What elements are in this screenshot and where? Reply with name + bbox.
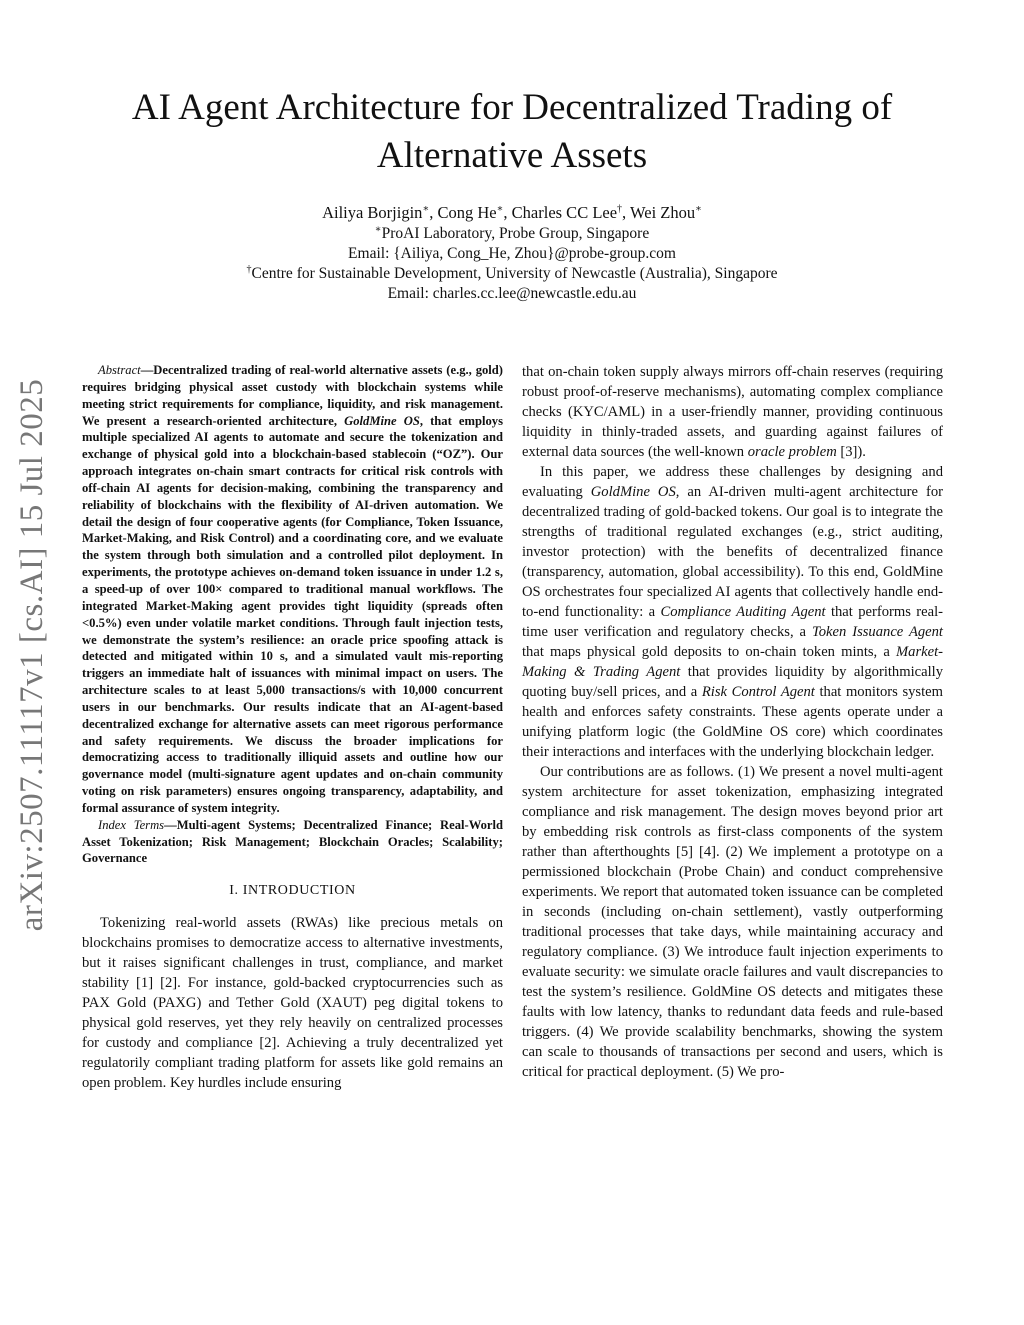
abstract-text: —Decentralized trading of real-world alternative assets (e.g., gold) requires bridging physical asset custody with blockchain systems while meeting strict requirements for compliance, liquidity, and risk management. We present a research-oriented architecture, [82,363,503,428]
section-number: I. [229,883,243,899]
author-list [60,203,964,223]
affiliation-text: ProAI Laboratory, Probe Group, Singapore [381,225,650,242]
author-name: Wei Zhou [630,203,696,222]
intro-paragraph-2 [522,362,943,462]
paragraph-text: that maps physical gold deposits to on-chain token mints, a [522,644,896,660]
arxiv-identifier: arXiv:2507.11117v1 [cs.AI] 15 Jul 2025 [14,378,50,932]
index-terms [82,817,503,868]
intro-paragraph-3 [522,462,943,762]
abstract-system-name: GoldMine OS [344,413,420,428]
email-1: Email: {Ailiya, Cong_He, Zhou}@probe-group.com [348,245,676,262]
abstract [82,362,503,817]
author-separator: , [622,203,630,222]
section-title-rest: NTRODUCTION [248,883,356,899]
affiliation-text: Centre for Sustainable Development, University of Newcastle (Australia), Singapore [251,265,778,282]
index-terms-label: Index Terms [98,817,165,832]
emphasis-text: Compliance Auditing Agent [660,604,826,620]
section-title-initial: I [242,883,248,899]
affiliation-mark: ∗ [374,223,382,235]
paragraph-text: [3]). [836,444,866,460]
author-separator: , [429,203,438,222]
author-name: Charles CC Lee [511,203,618,222]
emphasis-text: Risk Control Agent [701,684,815,700]
index-terms-text: —Multi-agent Systems; Decentralized Finance; Real-World Asset Tokenization; Risk Management; Blockchain Oracles; Scalability; Governance [82,817,503,866]
intro-paragraph-4: Our contributions are as follows. (1) We present a novel multi-agent system architecture for asset tokenization, emphasizing integrated compliance and risk management. The design moves beyond prior art by embedding risk controls as first-class components of the system rather than afterthoughts [5] [4]. (2) We implement a prototype on a permissioned blockchain (Probe Chain) and conduct comprehensive experiments. We report that automated token issuance can be completed in seconds (including on-chain settlement), vastly outperforming traditional processes that take days, while maintaining accuracy and regulatory compliance. (3) We introduce fault injection experiments to evaluate security: we simulate oracle failures and vault discrepancies to test the system’s resilience. GoldMine OS detects and mitigates these faults with low latency, thanks to redundant data feeds and rule-based triggers. (4) We provide scalability benchmarks, showing the system can scale to thousands of transactions per second and users, which is critical for practical deployment. (5) We pro- [522,764,943,1080]
author-name: Cong He [437,203,497,222]
author-mark: ∗ [695,203,702,215]
author-separator: , [503,203,512,222]
left-column [82,362,503,1093]
emphasis-text: Market-Making & Trading Agent [522,644,943,680]
intro-paragraph-1: Tokenizing real-world assets (RWAs) like precious metals on blockchains promises to democratize access to alternative investments, but it raises significant challenges in trust, compliance, and market stability [1] [2]. For instance, gold-backed cryptocurrencies such as PAX Gold (PAXG) and Tether Gold (XAUT) peg digital tokens to physical gold reserves, yet they rely heavily on centralized processes for custody and compliance [2]. Achieving a truly decentralized yet regulatorily compliant trading platform for assets like gold remains an open problem. Key hurdles include ensuring [82,915,503,1092]
affiliation-2 [60,264,964,284]
title-line-1: AI Agent Architecture for Decentralized Trading of [131,87,893,128]
affiliation-1 [60,224,964,244]
paragraph-text: that performs real-time user verification and regulatory checks, a [522,604,943,640]
author-mark: ∗ [422,203,430,215]
paragraph-text: that monitors system health and enforces safety constraints. These agents operate under a unifying platform logic (the GoldMine OS core) which coordinates their interactions and interfaces with the underlying blockchain ledger. [522,684,943,760]
title-line-2: Alternative Assets [376,135,648,176]
paragraph-text: , an AI-driven multi-agent architecture for decentralized trading of gold-backed tokens. Our goal is to integrate the strengths of traditional regulated exchanges (e.g., strict auditing, investor protection) with the benefits of decentralized finance (transparency, automation, global accessibility). To this end, GoldMine OS orchestrates four specialized AI agents that collectively handle end-to-end functionality: a [522,484,943,620]
paragraph-text: In this paper, we address these challenges by designing and evaluating [522,464,943,500]
paper-title [60,84,964,180]
paragraph-text: that on-chain token supply always mirrors off-chain reserves (requiring robust proof-of-reserve mechanisms), automating complex compliance checks (KYC/AML) in a user-friendly manner, providing continuous liquidity in thinly-traded assets, and guarding against failures of external data sources (the well-known [522,364,943,460]
author-mark: † [617,203,623,215]
author-block [60,203,964,304]
affiliation-mark: † [246,263,252,275]
author-mark: ∗ [496,203,504,215]
section-heading-introduction [82,883,503,899]
emphasis-text: Token Issuance Agent [811,624,943,640]
right-column [522,362,943,1082]
abstract-label: Abstract [98,363,141,377]
abstract-text: , that employs multiple specialized AI agents to automate and secure the tokenization and exchange of physical gold into a blockchain-based stablecoin (“OZ”). Our approach integrates on-chain smart contracts for critical risk controls with off-chain AI agents for decision-making, combining the transparency and reliability of blockchains with the flexibility of AI-driven automation. We detail the design of four cooperative agents (for Compliance, Token Issuance, Market-Making, and Risk Control) and a coordinating core, and we evaluate the system through both simulation and a controlled pilot deployment. In experiments, the prototype achieves on-demand token issuance in under 1.2 s, a speed-up of over 100× compared to traditional manual workflows. The integrated Market-Making agent provides tight liquidity (spreads often <0.5%) even under volatile market conditions. Through fault injection tests, we demonstrate the system’s resilience: an oracle price spoofing attack is detected and mitigated within 10 s, and a simulated vault mis-reporting triggers an immediate halt of issuances with minimal impact on users. The architecture scales to at least 5,000 transactions/s with 10,000 concurrent users in our benchmarks. Our results indicate that an AI-agent-based decentralized exchange for alternative assets can meet rigorous performance and safety requirements. We discuss the broader implications for democratizing access to traditionally illiquid assets and outline how our governance model (multi-signature agent updates and on-chain community voting on risk parameters) ensures ongoing transparency, adaptability, and formal assurance of system integrity. [82,413,503,815]
paragraph-text: that provides liquidity by algorithmically quoting buy/sell prices, and a [522,664,943,700]
emphasis-text: oracle problem [747,444,837,460]
emphasis-text: GoldMine OS [590,484,676,500]
author-name: Ailiya Borjigin [322,203,423,222]
email-2: Email: charles.cc.lee@newcastle.edu.au [387,285,637,302]
